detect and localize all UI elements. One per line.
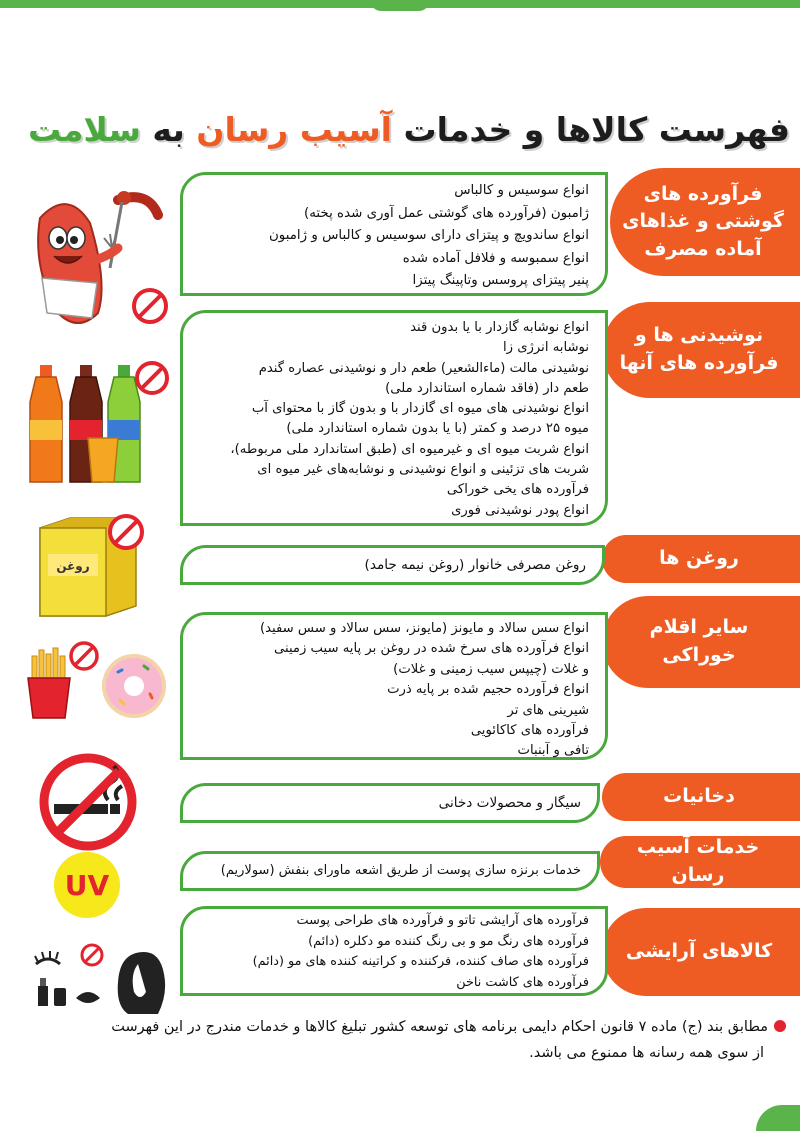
category-label-oils: [602, 535, 800, 583]
list-item: روغن مصرفی خانوار (روغن نیمه جامد): [364, 557, 586, 573]
category-label-cosmetics: [602, 908, 800, 996]
oil-can-label: روغن: [56, 559, 90, 573]
category-label-line: کالاهای آرایشی: [625, 940, 773, 963]
list-item: انواع پودر نوشیدنی فوری: [451, 502, 589, 518]
list-item: فرآورده های کاشت ناخن: [456, 974, 589, 990]
category-box-tobacco: [180, 783, 600, 823]
category-box-cosmetics: [180, 906, 608, 996]
list-item: فرآورده های آرایشی تاتو و فرآورده های طراحی پوست: [296, 913, 589, 928]
footnote: [26, 1014, 786, 1066]
top-notch: [370, 0, 430, 11]
list-item: انواع نوشیدنی های میوه ای گازدار با و بدون گاز با محتوای آب: [251, 401, 589, 417]
list-item: سیگار و محصولات دخانی: [438, 795, 581, 811]
list-item: نوشیدنی مالت (ماءالشعیر) طعم دار و نوشیدنی عصاره گندم: [258, 360, 589, 376]
list-item: طعم دار (فاقد شماره استاندارد ملی): [385, 380, 589, 396]
list-item: شربت های تزئینی و انواع نوشیدنی و نوشابه‌های غیر میوه ای: [257, 462, 589, 478]
uv-label: UV: [64, 869, 110, 902]
list-item: فرآورده های رنگ مو و بی رنگ کننده مو دکلره (دائم): [308, 933, 589, 949]
cosmetics-icon: [26, 942, 176, 1014]
footnote-line-2: از سوی همه رسانه ها ممنوع می باشد.: [529, 1045, 764, 1061]
footnote-line-1: مطابق بند (ج) ماده ۷ قانون احکام دایمی برنامه های توسعه کشور تبلیغ کالاها و خدمات مندرج در این فهرست: [111, 1019, 768, 1035]
list-item: شیرینی های تر: [507, 702, 589, 718]
category-label-drinks: [602, 302, 800, 398]
uv-badge-icon: [52, 850, 122, 920]
list-item: فرآورده های کاکائویی: [470, 723, 589, 739]
category-label-services: [600, 836, 800, 888]
category-label-tobacco: [602, 773, 800, 821]
bullet-dot-icon: [774, 1020, 786, 1032]
soda-bottles-icon: [22, 360, 174, 490]
category-label-line: خدمات آسیب رسان: [636, 836, 760, 886]
list-item: انواع ساندویچ و پیتزای دارای سوسیس و کالباس و ژامبون: [268, 228, 589, 243]
list-item: ژامبون (فرآورده های گوشتی عمل آوری شده پخته): [303, 205, 589, 221]
title-part-3: به: [140, 110, 197, 149]
oil-can-icon: [34, 510, 154, 620]
list-item: فرآورده های صاف کننده، فرکننده و کراتینه کننده های مو (دائم): [252, 954, 589, 969]
title-part-2: آسیب رسان: [196, 110, 392, 149]
category-label-line: نوشیدنی ها و: [634, 324, 764, 347]
list-item: خدمات برنزه سازی پوست از طریق اشعه ماورای بنفش (سولاریم): [220, 863, 581, 878]
list-item: فرآورده های یخی خوراکی: [446, 482, 589, 498]
sausage-mascot-icon: [20, 178, 170, 328]
category-label-line: فرآورده های: [643, 182, 763, 205]
category-label-line: گوشتی و غذاهای: [622, 210, 784, 233]
list-item: انواع نوشابه گازدار با یا بدون قند: [410, 320, 589, 335]
category-box-drinks: [180, 310, 608, 526]
corner-decoration: [756, 1105, 800, 1131]
category-label-line: روغن ها: [659, 547, 739, 570]
list-item: تافی و آبنبات: [517, 743, 589, 759]
category-box-services: [180, 851, 600, 891]
list-item: و غلات (چیپس سیب زمینی و غلات): [393, 661, 589, 677]
list-item: پنیر پیتزای پروسس وتاپینگ پیتزا: [412, 273, 589, 288]
page-title: [28, 100, 790, 160]
list-item: انواع فرآورده حجیم شده بر پایه ذرت: [387, 682, 589, 698]
list-item: انواع فرآورده های سرخ شده در روغن بر پایه سیب زمینی: [273, 641, 589, 657]
fries-donut-icon: [24, 636, 184, 726]
list-item: انواع سس سالاد و مایونز (مایونز، سس سالاد و سس سفید): [259, 621, 589, 636]
category-label-line: دخانیات: [663, 785, 735, 808]
category-box-meat: [180, 172, 608, 296]
list-item: میوه ۲۵ درصد و کمتر (با یا بدون شماره استاندارد ملی): [286, 421, 589, 437]
category-label-line: سایر اقلام خوراکی: [649, 616, 749, 666]
list-item: انواع شربت میوه ای و غیرمیوه ای (طبق استاندارد ملی مربوطه)،: [230, 441, 589, 457]
category-label-other-foods: [602, 596, 800, 688]
list-item: نوشابه انرژی زا: [502, 340, 589, 356]
list-item: انواع سوسیس و کالباس: [454, 183, 589, 198]
no-smoking-icon: [38, 752, 138, 852]
category-box-oils: [180, 545, 605, 585]
list-item: انواع سمبوسه و فلافل آماده شده: [402, 250, 589, 266]
title-part-4: سلامت: [28, 110, 141, 149]
category-label-line: فرآورده های آنها: [619, 352, 779, 374]
category-label-meat: [610, 168, 800, 276]
category-label-line: آماده مصرف: [644, 237, 762, 260]
title-part-1: فهرست کالاها و خدمات: [391, 110, 790, 149]
category-box-other-foods: [180, 612, 608, 760]
